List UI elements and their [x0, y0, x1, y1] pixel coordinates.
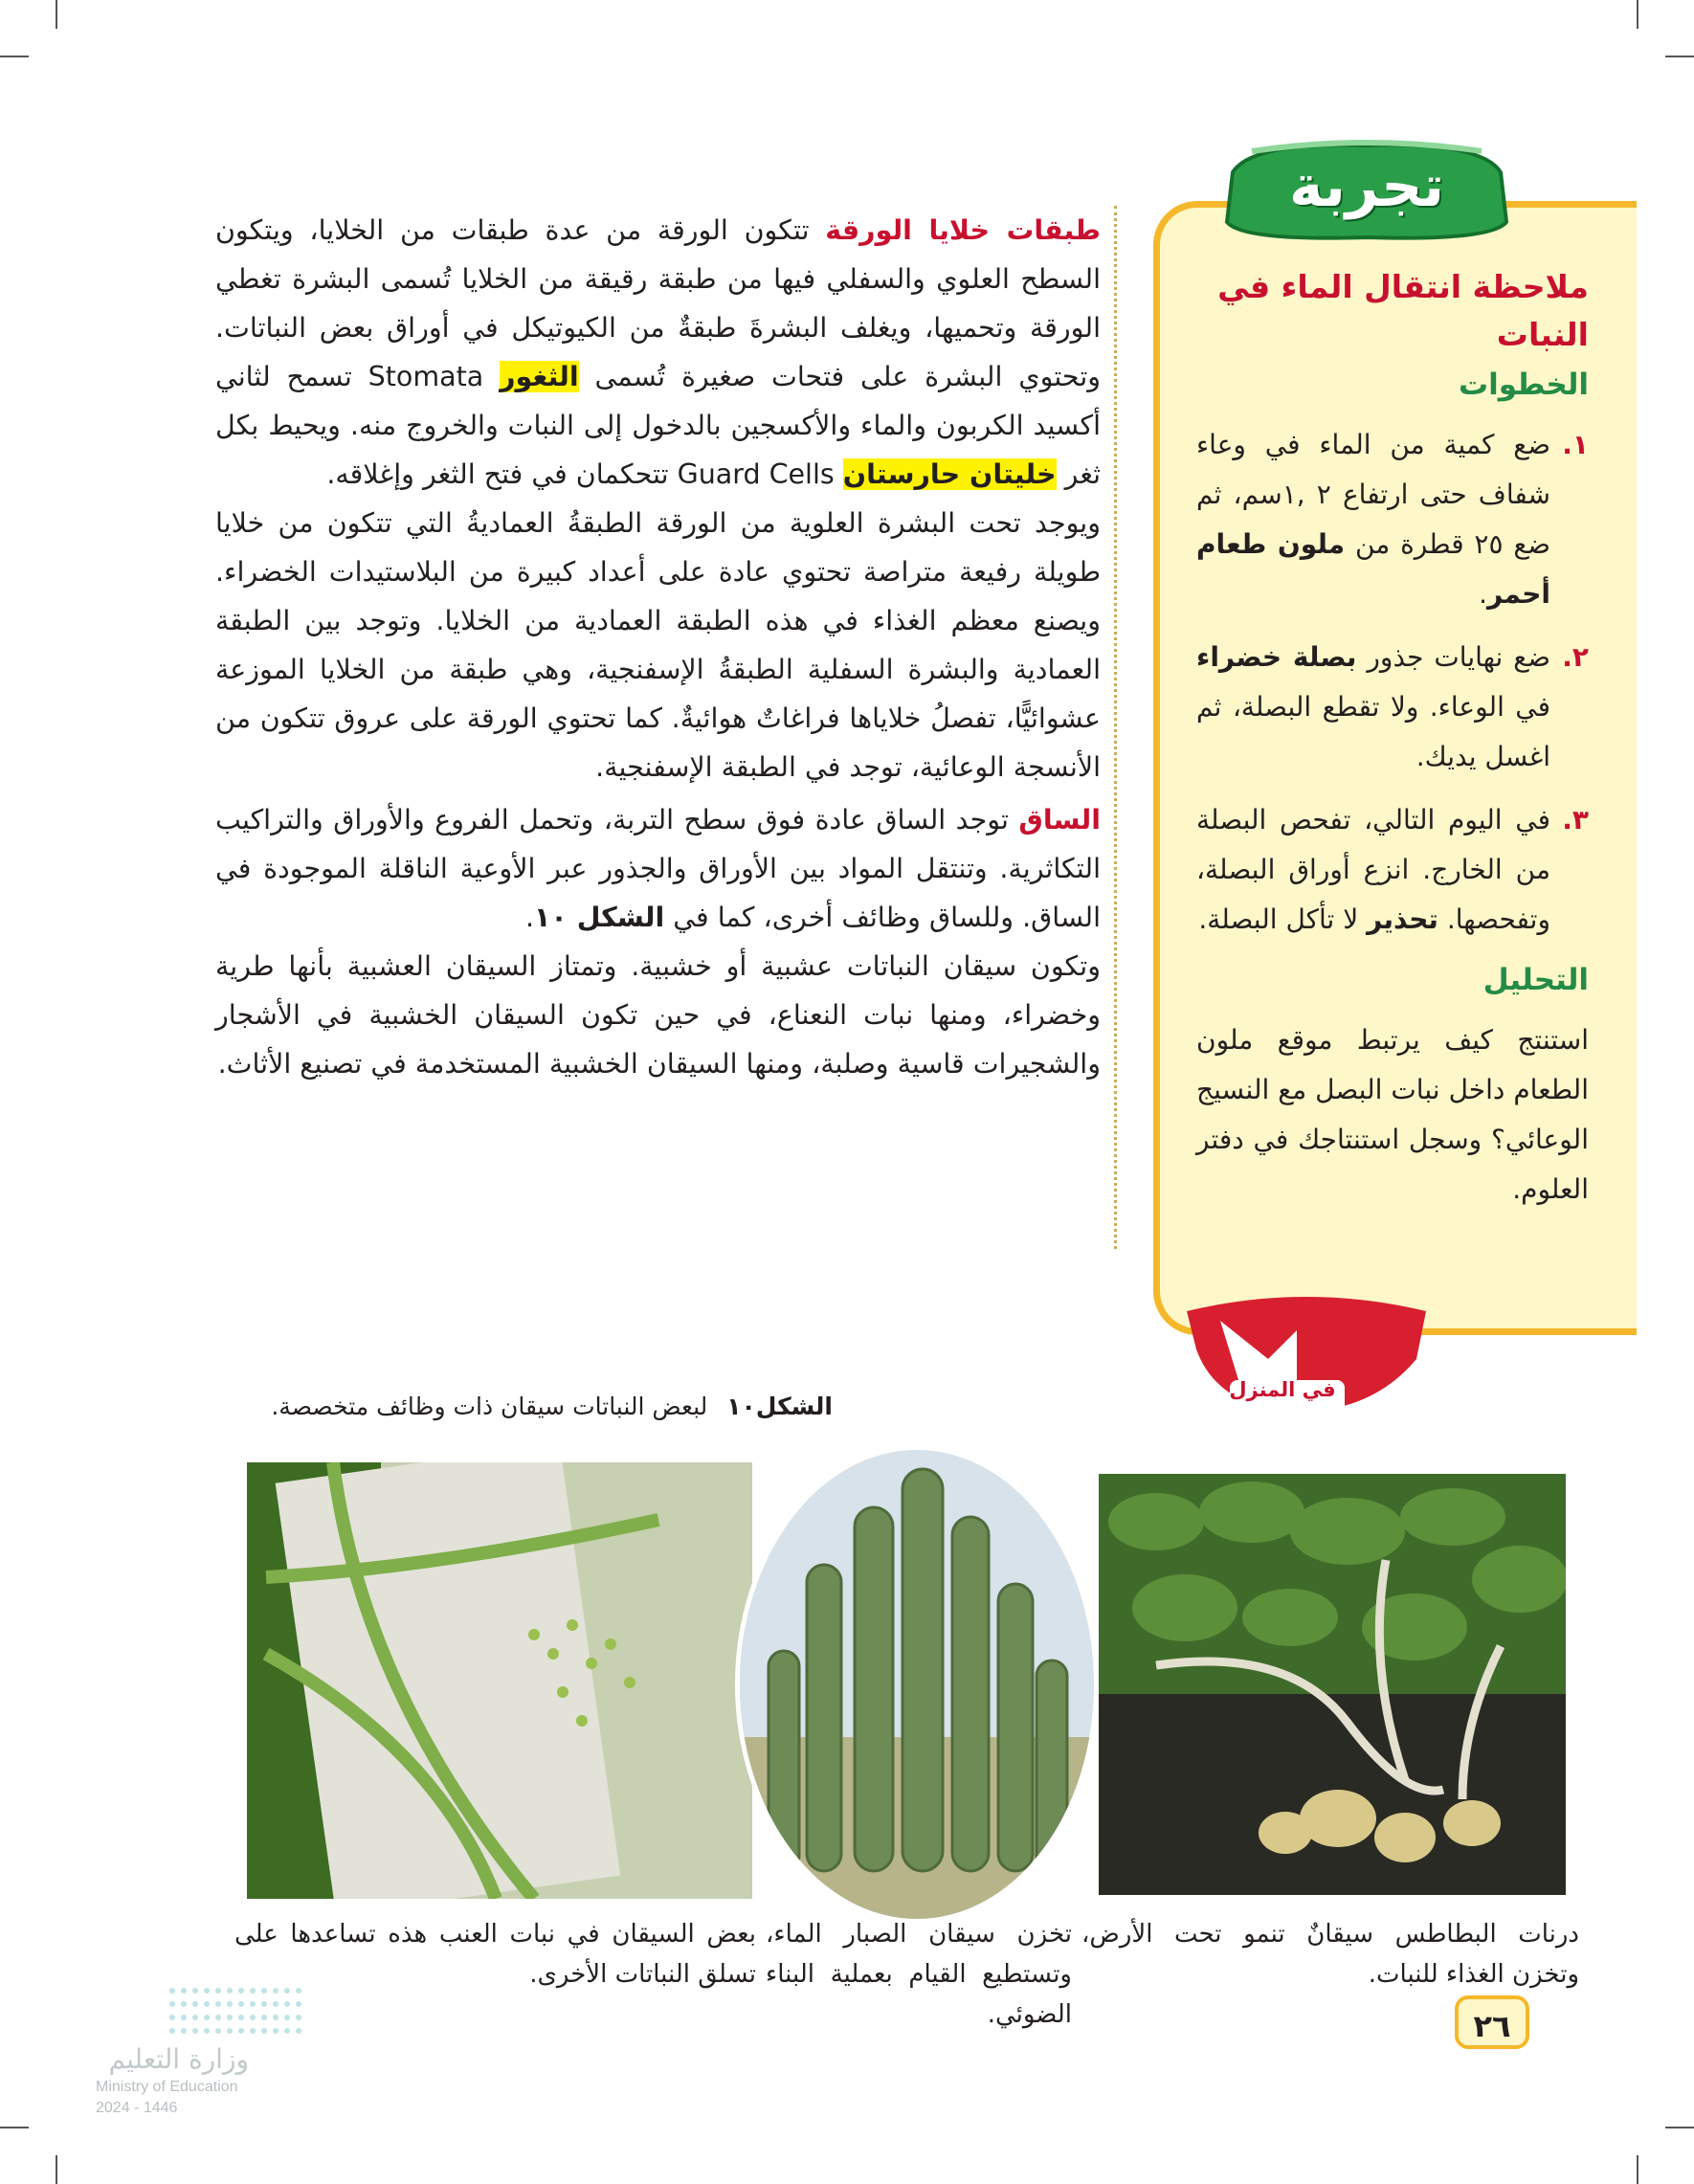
- bold-text: تحذير: [1367, 903, 1438, 935]
- figure-label: الشكل١٠: [726, 1393, 833, 1420]
- term-leaf-cell-layers: طبقات خلايا الورقة: [825, 214, 1102, 246]
- step-text: [1196, 795, 1550, 945]
- text-run: ضع نهايات جذور: [1367, 641, 1550, 673]
- paragraph-palisade-spongy: ويوجد تحت البشرة العلوية من الورقة الطبقةُ العماديةُ التي تتكون من خلايا طويلة رفيعة متراصة تحتوي عادة على أعداد كبيرة من البلاستيدات الخضراء. ويصنع معظم الغذاء في هذه الطبقة العمادية من الخلايا. وتوجد بين الطبقة العمادية والبشرة السفلية الطبقةُ الإسفنجية، وهي طبقة من الخلايا الموزعة عشوائيًّا، تفصلُ خلاياها فراغاتٌ هوائيةٌ. كما تحتوي الورقة على عروق تتكون من الأنسجة الوعائية، توجد في الطبقة الإسفنجية.: [215, 507, 1101, 783]
- bold-text: ملون طعام أحمر: [1196, 528, 1550, 610]
- potato-photo: [1099, 1474, 1566, 1895]
- experiment-banner-title: تجربة: [1288, 153, 1444, 220]
- step-number: ١.: [1562, 429, 1589, 460]
- cactus-caption: تخزن سيقان الصبار الماء، وتستطيع القيام بعملية البناء الضوئي.: [766, 1920, 1072, 2029]
- figure-caption: [239, 1393, 833, 1420]
- analysis-text: استنتج كيف يرتبط موقع ملون الطعام داخل نبات البصل مع النسيج الوعائي؟ وسجل استنتاجك في دفتر العلوم.: [1196, 1024, 1589, 1205]
- experiment-content: [1196, 263, 1589, 1215]
- step-number: ٢.: [1562, 641, 1589, 673]
- step-item: [1196, 633, 1589, 782]
- text-run: Guard Cells تتحكمان في فتح الثغر وإغلاقه.: [326, 458, 835, 490]
- ministry-name-english: Ministry of Education: [96, 2079, 238, 2095]
- potato-caption: درنات البطاطس سيقانٌ تنمو تحت الأرض، وتخزن الغذاء للنبات.: [1081, 1920, 1579, 1989]
- bold-text: بصلة خضراء: [1196, 641, 1357, 673]
- grape-vine-photo: [247, 1462, 752, 1899]
- crop-mark: [1637, 0, 1638, 29]
- analysis-heading: التحليل: [1482, 963, 1589, 997]
- ministry-year: 2024 - 1446: [96, 2100, 178, 2116]
- step-text: [1196, 633, 1550, 782]
- term-stem: الساق: [1018, 804, 1101, 836]
- crop-mark: [1665, 56, 1694, 57]
- paragraph-stem-types: وتكون سيقان النباتات عشبية أو خشبية. وتمتاز السيقان العشبية بأنها طرية وخضراء، ومنها نبات النعناع، في حين تكون السيقان الخشبية في الأشجار والشجيرات قاسية وصلبة، ومنها السيقان الخشبية المستخدمة في تصنيع الأثاث.: [215, 950, 1101, 1080]
- ministry-name-arabic: وزارة التعليم: [108, 2043, 249, 2075]
- step-text: [1196, 420, 1550, 619]
- home-badge-label: في المنزل: [1229, 1378, 1336, 1401]
- highlight-guard-cells: خليتان حارستان: [842, 458, 1057, 490]
- text-run: .: [1479, 578, 1488, 610]
- step-number: ٣.: [1562, 804, 1589, 836]
- text-run: Stomata تسمح لثاني أكسيد الكربون والماء والأكسجين بالدخول إلى النبات والخروج منه. ويحيط بكل ثغر: [215, 361, 1101, 490]
- text-run: تتكون الورقة من عدة طبقات من الخلايا، ويتكون السطح العلوي والسفلي فيها من طبقة رقيقة من الخلايا تُسمى البشرة تغطي الورقة وتحميها، ويغلف البشرةَ طبقةٌ من الكيوتيكل في أوراق بعض النباتات. وتحتوي البشرة على فتحات صغيرة تُسمى: [215, 214, 1102, 392]
- highlight-stomata: الثغور: [500, 361, 579, 392]
- crop-mark: [56, 2155, 57, 2184]
- main-text-column: [215, 206, 1101, 1088]
- crop-mark: [56, 0, 57, 29]
- cactus-photo: [735, 1445, 1099, 1924]
- crop-mark: [0, 2127, 29, 2128]
- page-number: ٢٦: [1455, 1995, 1529, 2049]
- text-run: ضع كمية من الماء في وعاء شفاف حتى ارتفاع ٢ ,١سم، ثم ضع ٢٥ قطرة من: [1196, 429, 1551, 560]
- text-run: لا تأكل البصلة.: [1198, 903, 1359, 935]
- text-run: توجد الساق عادة فوق سطح التربة، وتحمل الفروع والأوراق والتراكيب التكاثرية. وتنتقل المواد بين الأوراق والجذور عبر الأوعية الناقلة الموجودة في الساق. وللساق وظائف أخرى، كما في: [215, 804, 1101, 933]
- paragraph-stem: [215, 795, 1101, 942]
- experiment-title: ملاحظة انتقال الماء في النبات: [1217, 268, 1589, 353]
- step-item: [1196, 795, 1589, 945]
- crop-mark: [1637, 2155, 1638, 2184]
- figure-reference: الشكل ١٠: [534, 902, 665, 933]
- text-run: في اليوم التالي، تفحص البصلة من الخارج. انزع أوراق البصلة، وتفحصها.: [1196, 804, 1550, 935]
- figure-caption-text: لبعض النباتات سيقان ذات وظائف متخصصة.: [271, 1393, 708, 1420]
- text-run: في الوعاء. ولا تقطع البصلة، ثم اغسل يديك.: [1196, 691, 1550, 772]
- paragraph-leaf-layers: [215, 206, 1101, 499]
- steps-heading: الخطوات: [1458, 368, 1589, 402]
- grape-caption: بعض السيقان في نبات العنب هذه تساعدها على تسلق النباتات الأخرى.: [234, 1920, 756, 1989]
- column-divider: [1114, 206, 1117, 1249]
- step-item: [1196, 420, 1589, 619]
- crop-mark: [1665, 2127, 1694, 2128]
- text-run: .: [524, 902, 535, 933]
- crop-mark: [0, 56, 29, 57]
